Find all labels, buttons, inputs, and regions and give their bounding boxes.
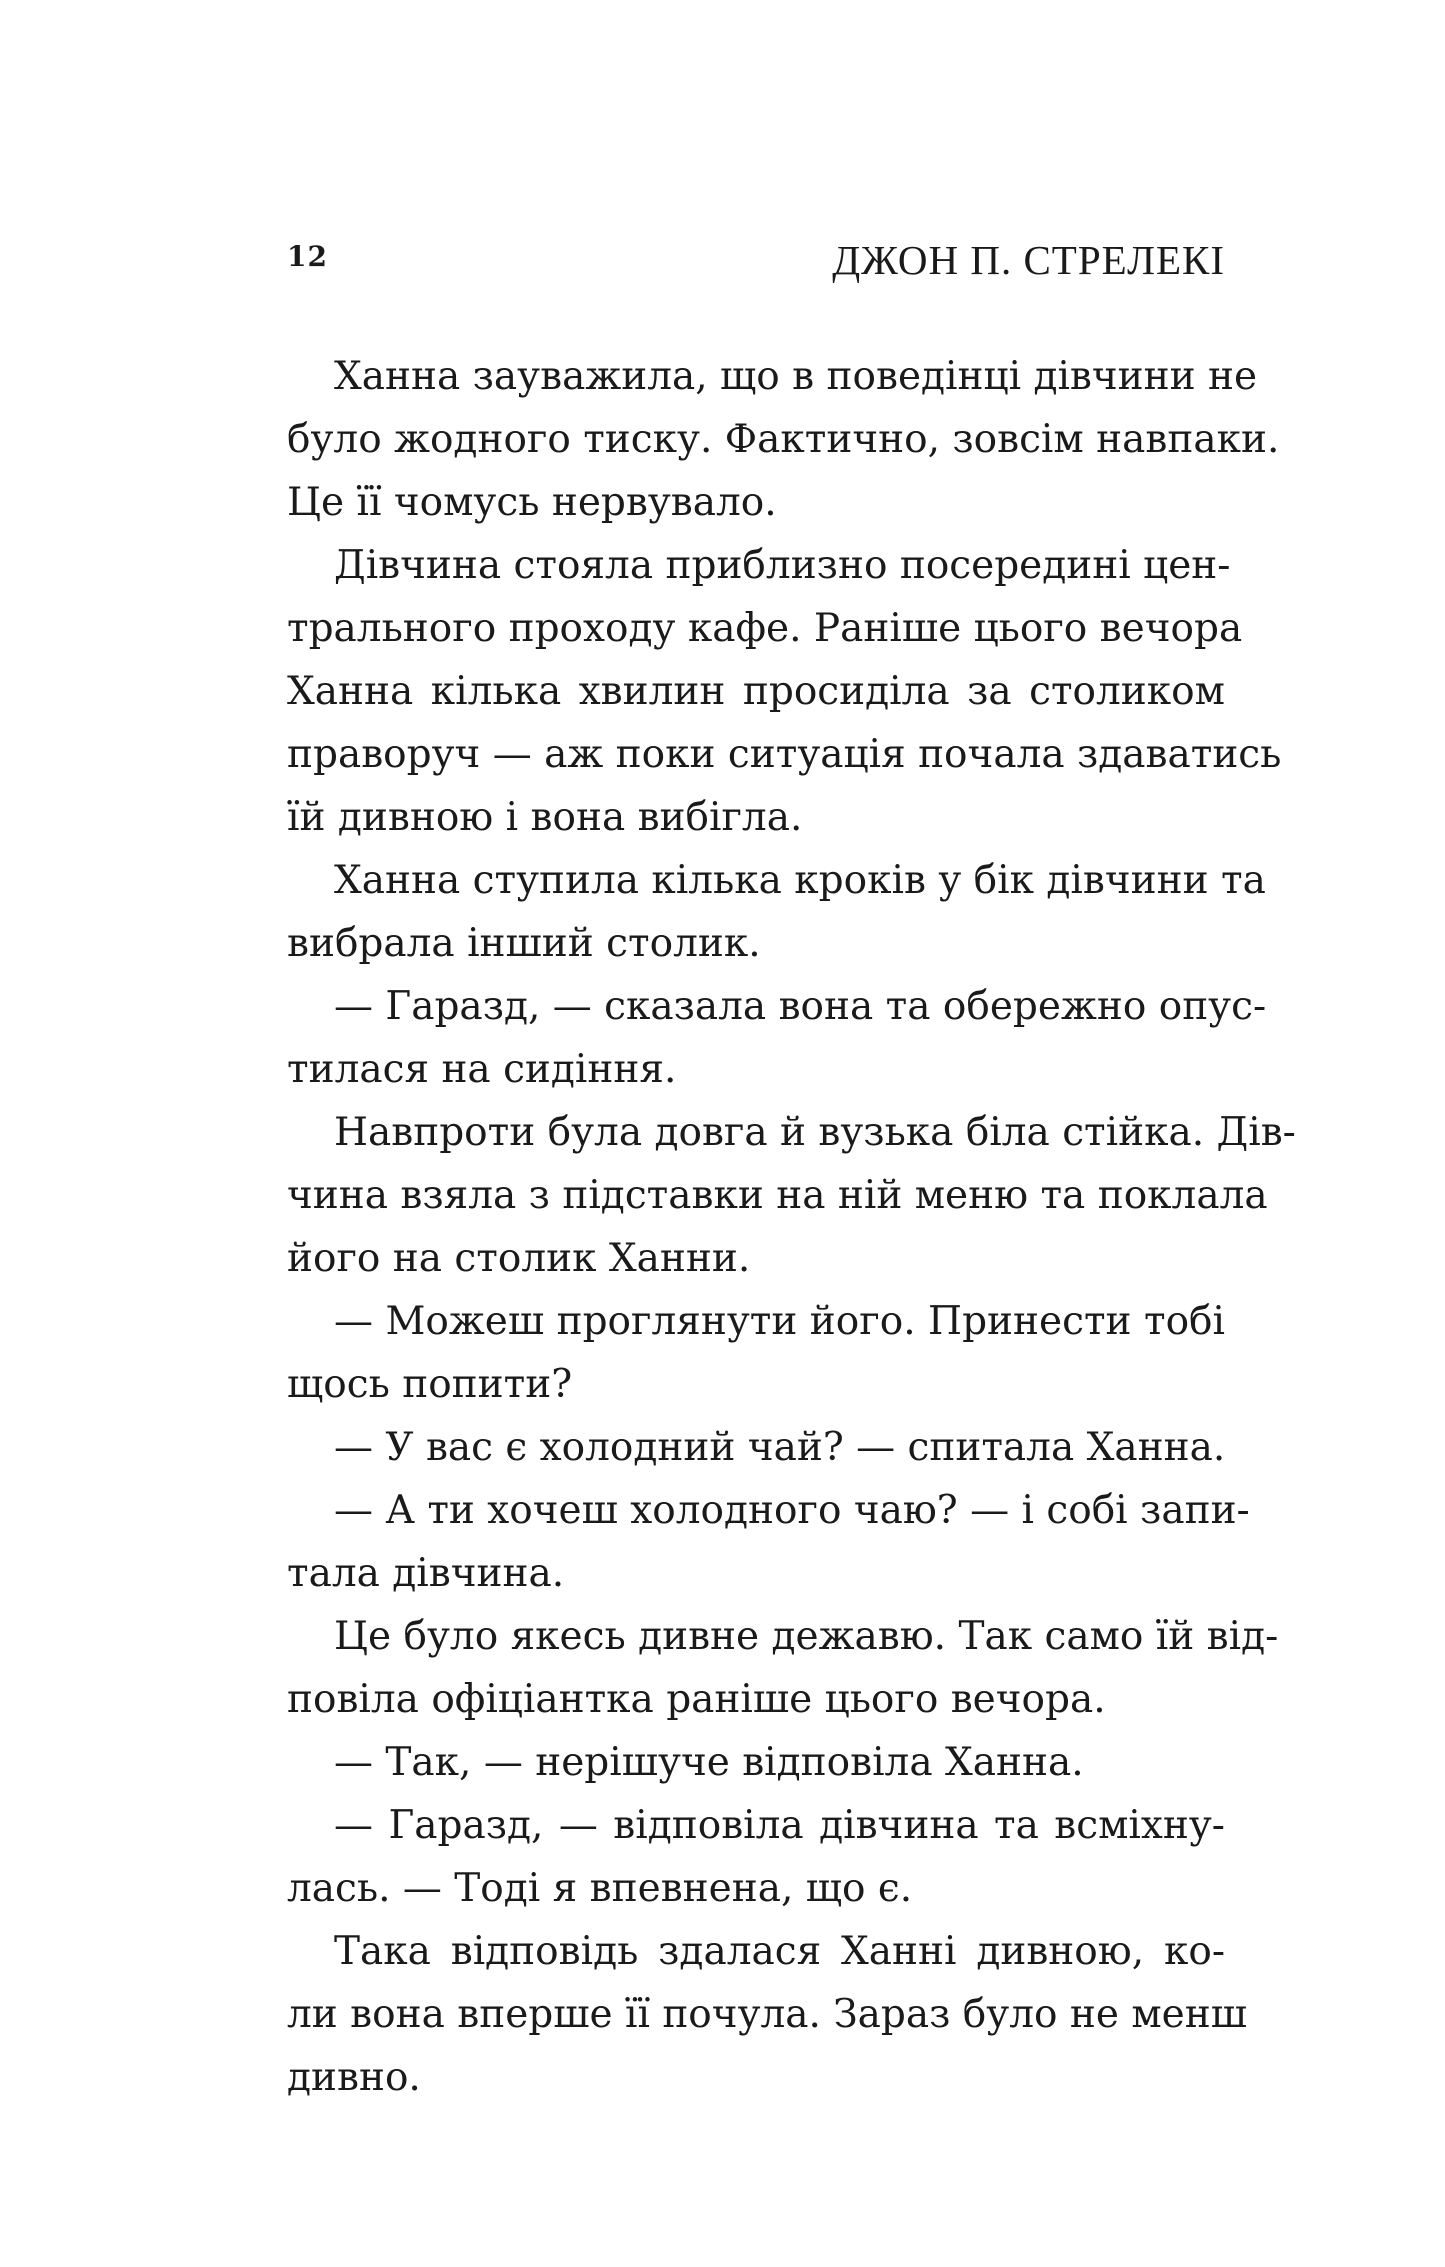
text-line: — Гаразд, — відповіла дівчина та всміхну- xyxy=(334,1803,1225,1848)
page-number: 12 xyxy=(287,240,328,273)
text-line: щось попити? xyxy=(287,1362,573,1407)
text-line: Ханна кілька хвилин просиділа за столиком xyxy=(287,669,1225,714)
text-line: — У вас є холодний чай? — спитала Ханна. xyxy=(334,1425,1226,1470)
text-line: — Гаразд, — сказала вона та обережно опус- xyxy=(334,984,1267,1029)
text-line: Така відповідь здалася Ханні дивною, ко- xyxy=(334,1929,1225,1974)
text-line: повіла офіціантка раніше цього вечора. xyxy=(287,1677,1106,1722)
text-line: дивно. xyxy=(287,2055,421,2100)
text-line: Це було якесь дивне дежавю. Так само їй від- xyxy=(334,1614,1279,1659)
text-line: було жодного тиску. Фактично, зовсім навпаки. xyxy=(287,417,1280,462)
running-head xyxy=(287,236,1225,286)
text-line: чина взяла з підставки на ній меню та поклала xyxy=(287,1173,1268,1218)
text-line: його на столик Ханни. xyxy=(287,1236,751,1281)
text-line: — Можеш проглянути його. Принести тобі xyxy=(334,1299,1225,1344)
text-line: лась. — Тоді я впевнена, що є. xyxy=(287,1866,913,1911)
text-line: вибрала інший столик. xyxy=(287,921,761,966)
text-line: їй дивною і вона вибігла. xyxy=(287,795,803,840)
running-title: ДЖОН П. СТРЕЛЕКІ xyxy=(832,237,1225,283)
text-line: — А ти хочеш холодного чаю? — і собі запи- xyxy=(334,1488,1250,1533)
text-line: трального проходу кафе. Раніше цього вечора xyxy=(287,606,1243,651)
text-line: — Так, — нерішуче відповіла Ханна. xyxy=(334,1740,1084,1785)
text-line: Навпроти була довга й вузька біла стійка. Дів- xyxy=(334,1110,1296,1155)
text-line: Ханна ступила кілька кроків у бік дівчини та xyxy=(334,858,1266,903)
text-line: Ханна зауважила, що в поведінці дівчини не xyxy=(334,354,1258,399)
text-line: Це її чомусь нервувало. xyxy=(287,480,777,525)
text-line: тала дівчина. xyxy=(287,1551,565,1596)
text-line: тилася на сидіння. xyxy=(287,1047,677,1092)
text-line: ли вона вперше її почула. Зараз було не менш xyxy=(287,1992,1247,2037)
body-text xyxy=(287,345,1296,2109)
text-line: праворуч — аж поки ситуація почала здаватись xyxy=(287,732,1282,777)
text-line: Дівчина стояла приблизно посередині цен- xyxy=(334,543,1231,588)
